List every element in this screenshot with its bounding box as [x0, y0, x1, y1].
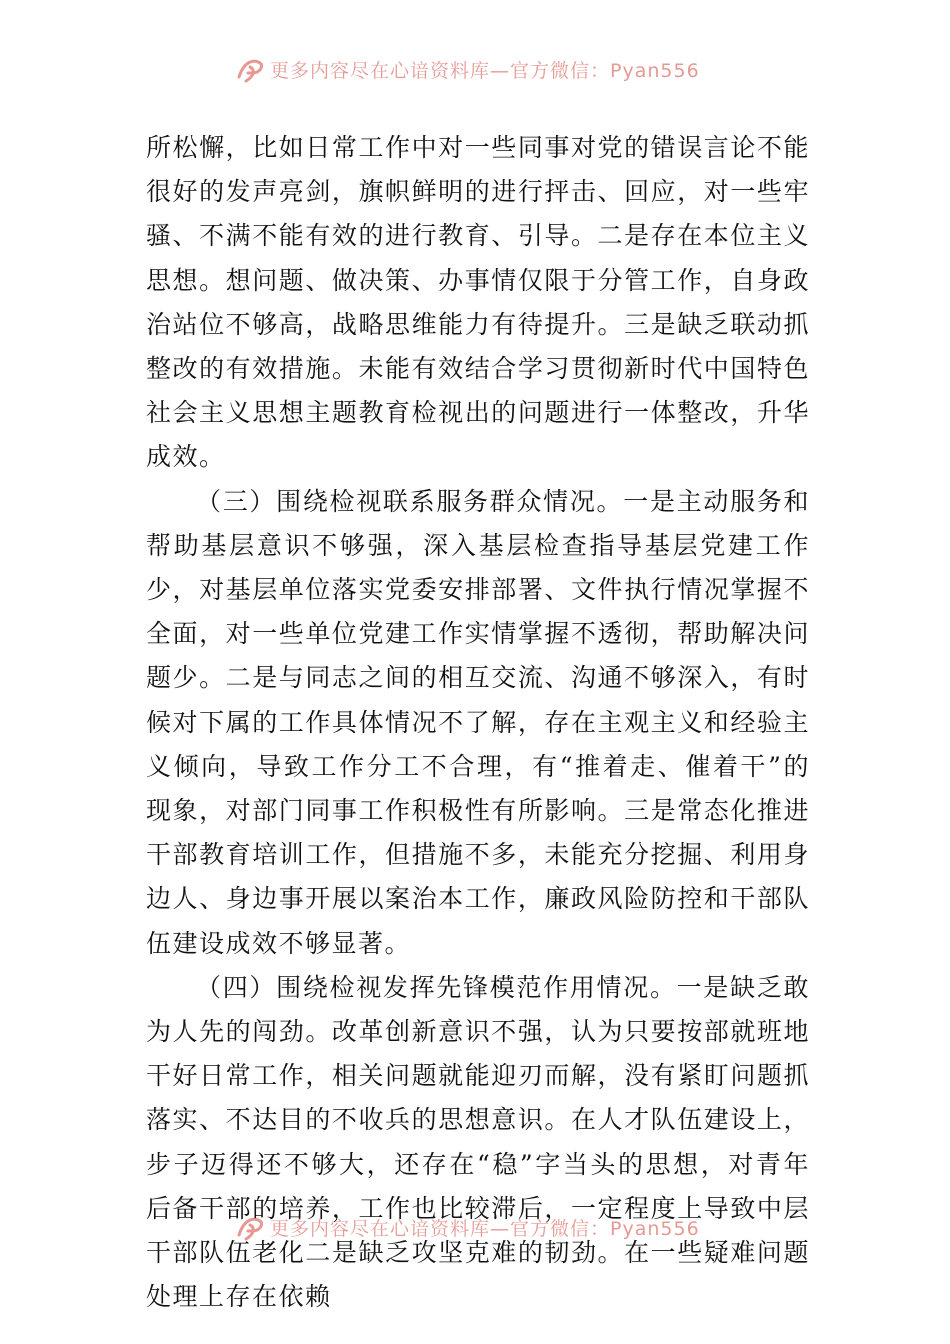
paragraph-continued: 所松懈，比如日常工作中对一些同事对党的错误言论不能很好的发声亮剑，旗帜鲜明的进行抨击、回应，对一些牢骚、不满不能有效的进行教育、引导。二是存在本位主义思想。想问题、做决策、办事情仅限于分管工作，自身政治站位不够高，战略思维能力有待提升。三是缺乏联动抓整改的有效措施。未能有效结合学习贯彻新时代中国特色社会主义思想主题教育检视出的问题进行一体整改，升华成效。: [146, 133, 810, 472]
watermark-text: 更多内容尽在心谙资料库—官方微信：Pyan556: [270, 1218, 700, 1240]
paragraph-section-3: （三）围绕检视联系服务群众情况。一是主动服务和帮助基层意识不够强，深入基层检查指导基层党建工作少，对基层单位落实党委安排部署、文件执行情况掌握不全面，对一些单位党建工作实情掌握不透彻，帮助解决问题少。二是与同志之间的相互交流、沟通不够深入，有时候对下属的工作具体情况不了解，存在主观主义和经验主义倾向，导致工作分工不合理，有“推着走、催着干”的现象，对部门同事工作积极性有所影响。三是常态化推进干部教育培训工作，但措施不多，未能充分挖掘、利用身边人、身边事开展以案治本工作，廉政风险防控和干部队伍建设成效不够显著。: [146, 486, 810, 958]
footer-watermark: [0, 1208, 950, 1244]
header-watermark: [0, 50, 950, 86]
watermark-text: 更多内容尽在心谙资料库—官方微信：Pyan556: [270, 60, 700, 82]
document-body: [146, 126, 810, 1319]
paragraph-section-4: （四）围绕检视发挥先锋模范作用情况。一是缺乏敢为人先的闯劲。改革创新意识不强，认为只要按部就班地干好日常工作，相关问题就能迎刃而解，没有紧盯问题抓落实、不达目的不收兵的思想意识。在人才队伍建设上，步子迈得还不够大，还存在“稳”字当头的思想，对青年后备干部的培养，工作也比较滞后，一定程度上导致中层干部队伍老化二是缺乏攻坚克难的韧劲。在一些疑难问题处理上存在依赖: [146, 972, 810, 1312]
watermark-logo-icon: [236, 57, 266, 83]
watermark-logo-icon: [236, 1215, 266, 1241]
